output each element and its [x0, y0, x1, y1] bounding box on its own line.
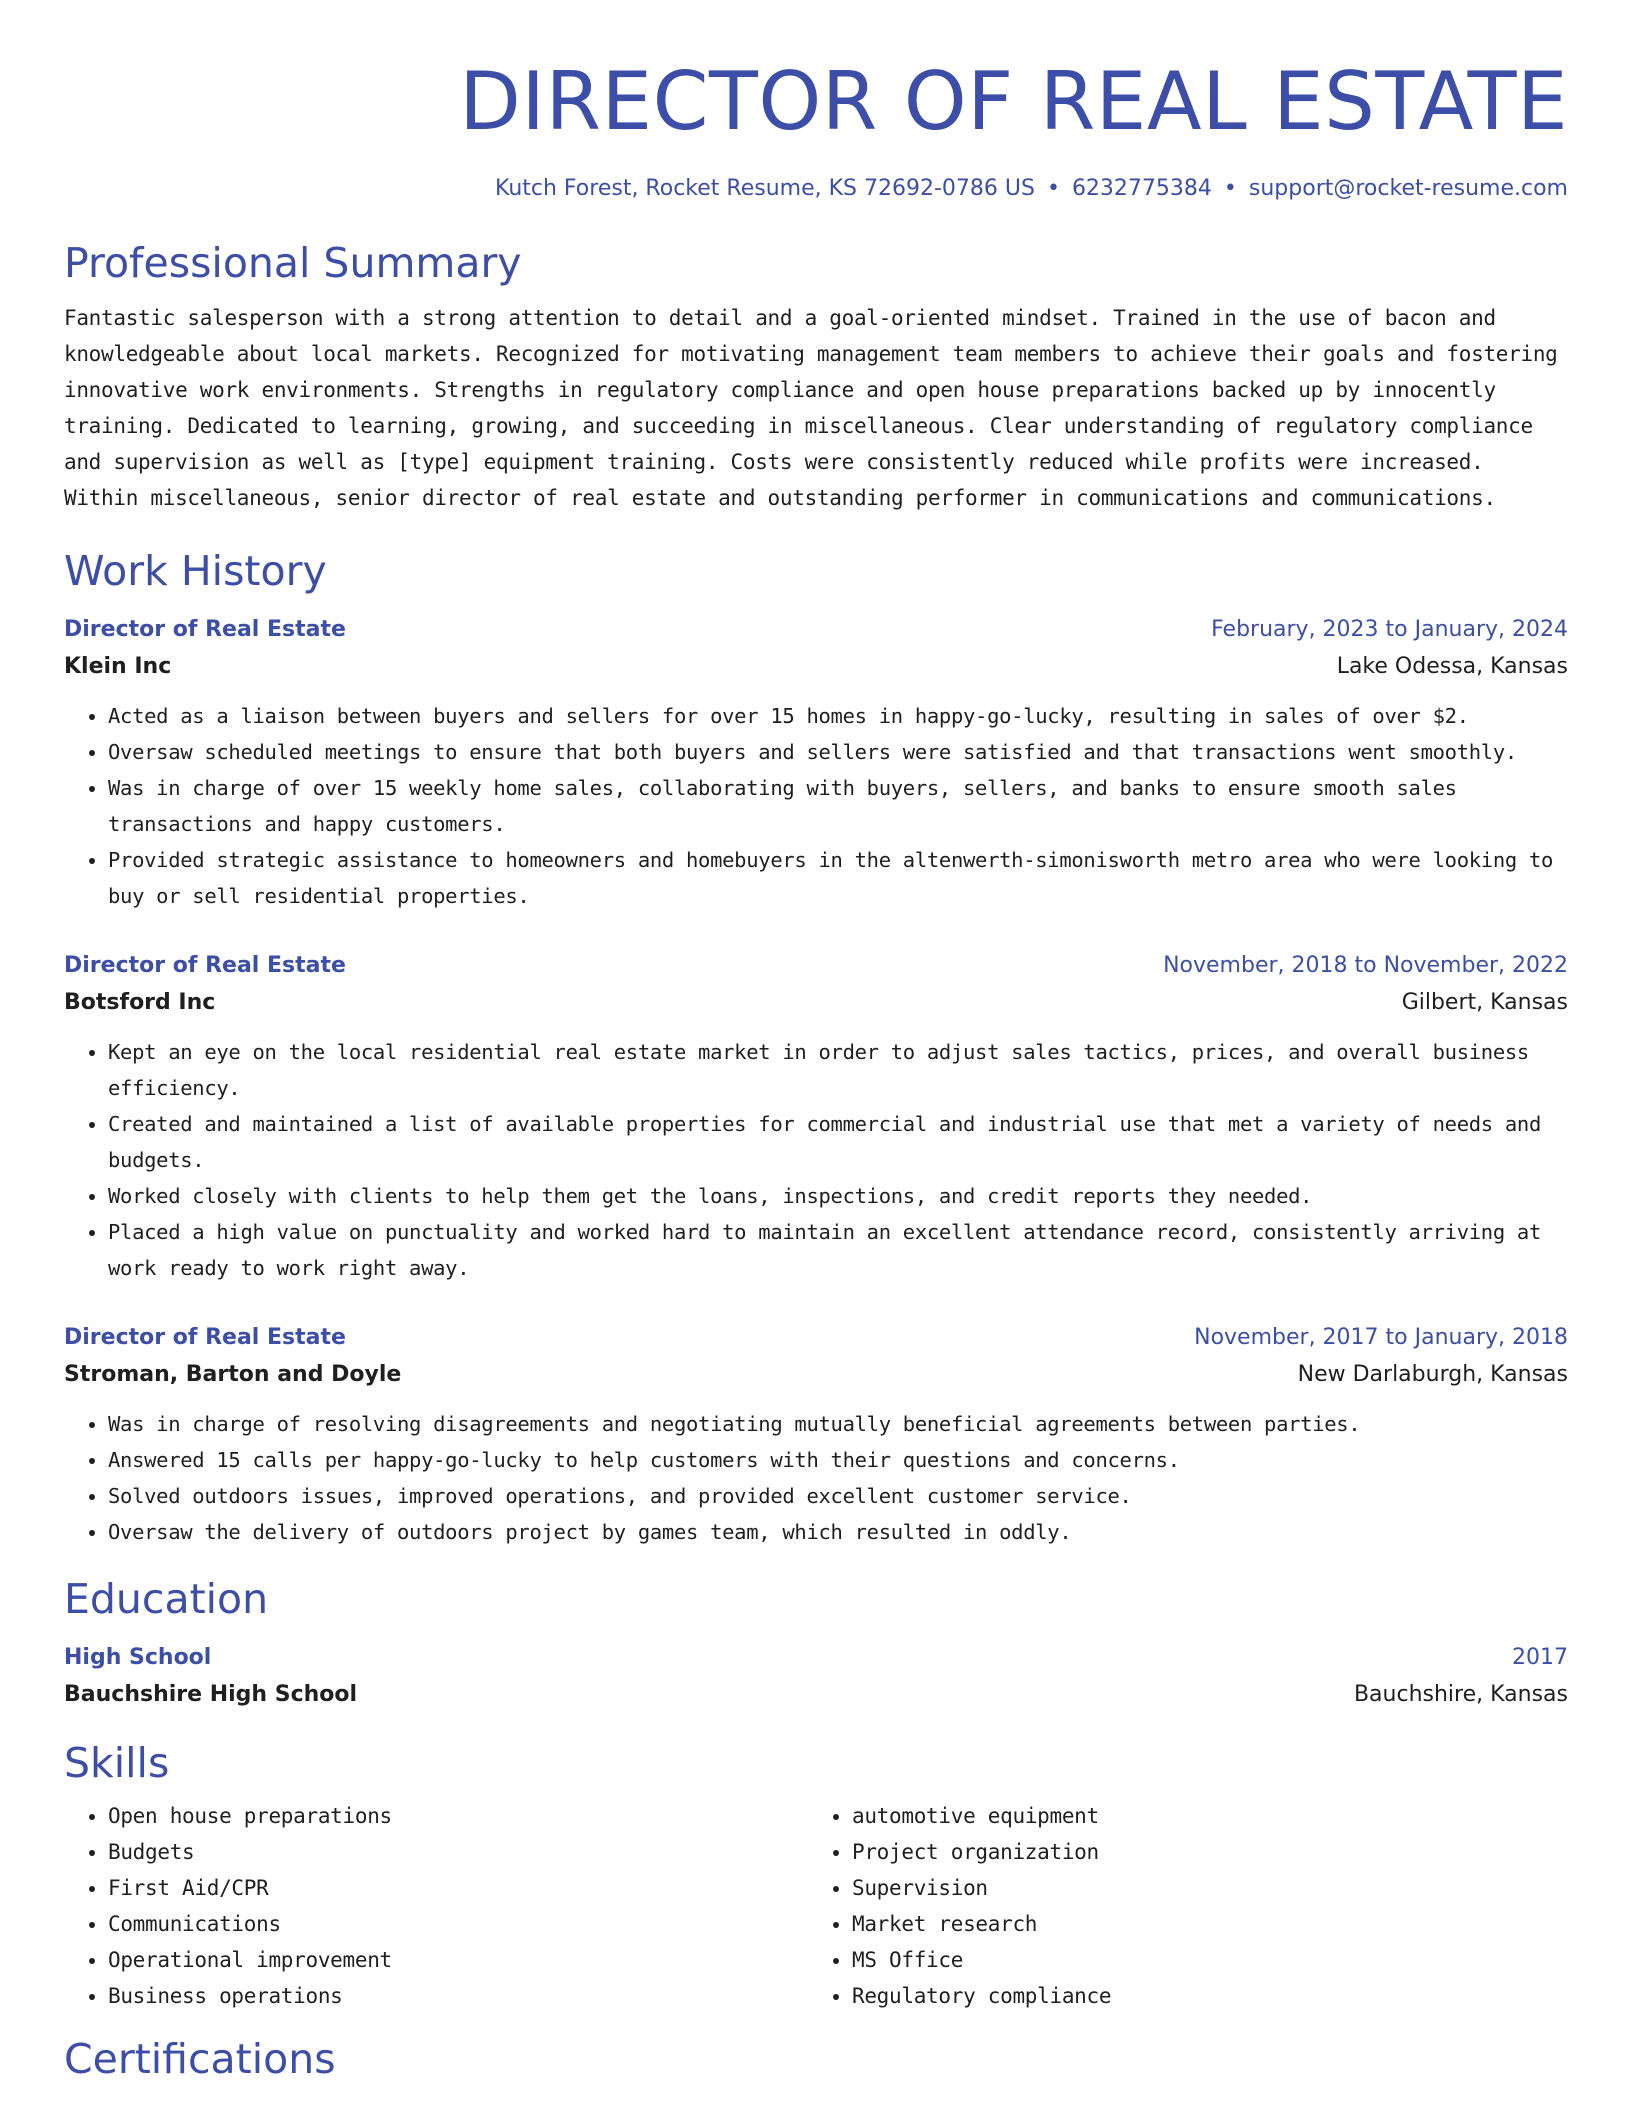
job-bullet: • Answered 15 calls per happy-go-lucky to help customers with their questions and concerns.: [108, 1442, 1568, 1478]
skills-grid: [64, 1798, 1568, 2014]
job-bullet: • Acted as a liaison between buyers and sellers for over 15 homes in happy-go-lucky, resulting in sales of over $2.: [108, 698, 1568, 734]
education-school-row: [64, 1676, 1568, 1714]
job-company: Botsford Inc: [64, 990, 216, 1015]
job-bullet: • Solved outdoors issues, improved operations, and provided excellent customer service.: [108, 1478, 1568, 1514]
contact-separator: •: [1046, 176, 1060, 201]
job-company-row: [64, 648, 1568, 686]
resume-name: DIRECTOR OF REAL ESTATE: [459, 55, 1568, 148]
job-bullet: • Was in charge of over 15 weekly home sales, collaborating with buyers, sellers, and banks to ensure smooth sales transactions and happy customers.: [108, 770, 1568, 842]
skill-item: • First Aid/CPR: [108, 1870, 808, 1906]
job-entry: [64, 612, 1568, 914]
job-bullets: [64, 698, 1568, 914]
summary-text: Fantastic salesperson with a strong attention to detail and a goal-oriented mindset. Trained in the use of bacon and knowledgeable about local markets. Recognized for motivating management team members to achieve their goals and fostering innovative work environments. Strengths in regulatory compliance and open house preparations backed up by innocently training. Dedicated to learning, growing, and succeeding in miscellaneous. Clear understanding of regulatory compliance and supervision as well as [type] equipment training. Costs were consistently reduced while profits were increased. Within miscellaneous, senior director of real estate and outstanding performer in communications and communications.: [64, 306, 1558, 510]
job-bullet: • Oversaw scheduled meetings to ensure that both buyers and sellers were satisfied and that transactions went smoothly.: [108, 734, 1568, 770]
skills-column-left: [64, 1798, 808, 2014]
skill-item: • Market research: [852, 1906, 1552, 1942]
education-degree: High School: [64, 1645, 212, 1670]
job-header-row: [64, 948, 1568, 984]
job-company: Stroman, Barton and Doyle: [64, 1362, 402, 1387]
education-location: Bauchshire, Kansas: [1353, 1682, 1568, 1707]
job-header-row: [64, 1320, 1568, 1356]
education-school: Bauchshire High School: [64, 1682, 358, 1707]
job-bullets: [64, 1034, 1568, 1286]
job-bullet: • Created and maintained a list of available properties for commercial and industrial use that met a variety of needs and budgets.: [108, 1106, 1568, 1178]
education-header-row: [64, 1640, 1568, 1676]
job-location: Gilbert, Kansas: [1401, 990, 1568, 1015]
skill-item: • Supervision: [852, 1870, 1552, 1906]
job-title: Director of Real Estate: [64, 1325, 346, 1350]
job-bullet: • Was in charge of resolving disagreements and negotiating mutually beneficial agreements between parties.: [108, 1406, 1568, 1442]
job-entry: [64, 1320, 1568, 1550]
job-bullet: • Placed a high value on punctuality and worked hard to maintain an excellent attendance record, consistently arriving at work ready to work right away.: [108, 1214, 1568, 1286]
skill-item: • Project organization: [852, 1834, 1552, 1870]
job-dates: November, 2017 to January, 2018: [1194, 1325, 1568, 1350]
education-year: 2017: [1512, 1645, 1568, 1670]
skill-item: • MS Office: [852, 1942, 1552, 1978]
skills-column-right: [808, 1798, 1552, 2014]
summary-heading: Professional Summary: [64, 239, 522, 287]
job-company: Klein Inc: [64, 654, 172, 679]
job-dates: February, 2023 to January, 2024: [1211, 617, 1568, 642]
contact-phone: 6232775384: [1071, 176, 1212, 201]
skill-item: • automotive equipment: [852, 1798, 1552, 1834]
skills-heading: Skills: [64, 1739, 170, 1787]
resume-header: [64, 0, 1568, 201]
job-entry: [64, 948, 1568, 1286]
job-bullet: • Provided strategic assistance to homeowners and homebuyers in the altenwerth-simonisworth metro area who were looking to buy or sell residential properties.: [108, 842, 1568, 914]
work-history-heading: Work History: [64, 547, 327, 595]
education-heading: Education: [64, 1575, 269, 1623]
job-header-row: [64, 612, 1568, 648]
skill-item: • Communications: [108, 1906, 808, 1942]
job-bullets: [64, 1406, 1568, 1550]
contact-email: support@rocket-resume.com: [1248, 176, 1568, 201]
contact-separator: •: [1223, 176, 1237, 201]
contact-address: Kutch Forest, Rocket Resume, KS 72692-0786 US: [495, 176, 1035, 201]
job-location: Lake Odessa, Kansas: [1336, 654, 1568, 679]
job-bullet: • Oversaw the delivery of outdoors project by games team, which resulted in oddly.: [108, 1514, 1568, 1550]
job-dates: November, 2018 to November, 2022: [1163, 953, 1568, 978]
skill-item: • Regulatory compliance: [852, 1978, 1552, 2014]
contact-line: [64, 176, 1568, 201]
skill-item: • Operational improvement: [108, 1942, 808, 1978]
job-title: Director of Real Estate: [64, 953, 346, 978]
job-bullet: • Kept an eye on the local residential real estate market in order to adjust sales tactics, prices, and overall business efficiency.: [108, 1034, 1568, 1106]
certifications-heading: Certifications: [64, 2035, 336, 2083]
job-location: New Darlaburgh, Kansas: [1297, 1362, 1568, 1387]
job-bullet: • Worked closely with clients to help them get the loans, inspections, and credit reports they needed.: [108, 1178, 1568, 1214]
job-company-row: [64, 1356, 1568, 1394]
skill-item: • Open house preparations: [108, 1798, 808, 1834]
job-company-row: [64, 984, 1568, 1022]
education-entry: [64, 1640, 1568, 1714]
skill-item: • Budgets: [108, 1834, 808, 1870]
job-title: Director of Real Estate: [64, 617, 346, 642]
skill-item: • Business operations: [108, 1978, 808, 2014]
